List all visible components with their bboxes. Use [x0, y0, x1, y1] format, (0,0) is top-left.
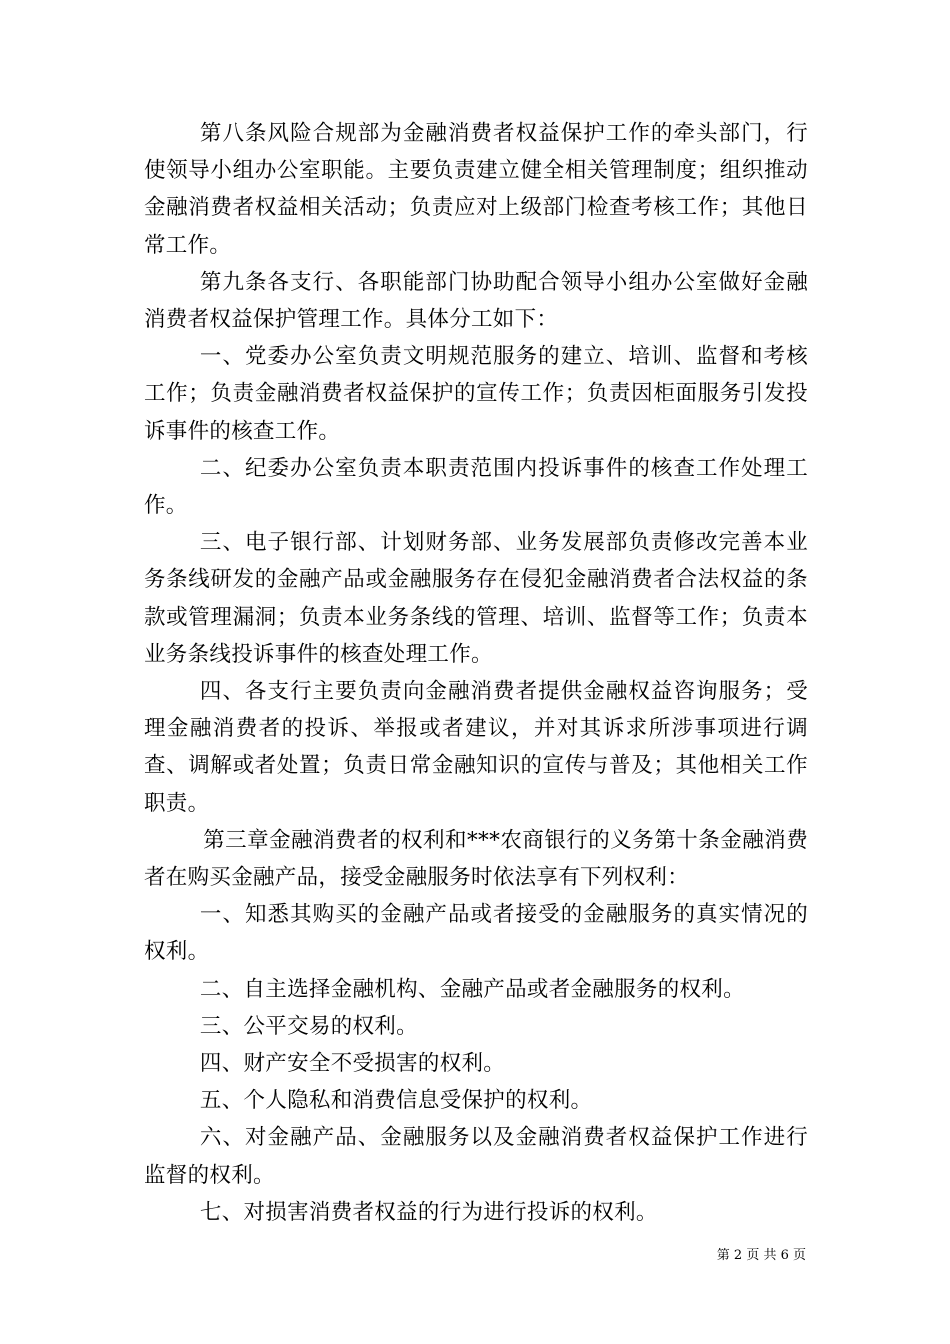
paragraph-item-1: 一、党委办公室负责文明规范服务的建立、培训、监督和考核工作；负责金融消费者权益保护的宣传工作；负责因柜面服务引发投诉事件的核查工作。: [144, 344, 808, 444]
paragraph-article-8: 第八条风险合规部为金融消费者权益保护工作的牵头部门，行使领导小组办公室职能。主要负责建立健全相关管理制度；组织推动金融消费者权益相关活动；负责应对上级部门检查考核工作；其他日常工作。: [144, 121, 808, 258]
document-body: [144, 115, 808, 1231]
paragraph-right-1: 一、知悉其购买的金融产品或者接受的金融服务的真实情况的权利。: [144, 902, 808, 965]
paragraph-right-2: 二、自主选择金融机构、金融产品或者金融服务的权利。: [199, 976, 745, 1002]
page-number: 第 2 页 共 6 页: [716, 1248, 806, 1263]
paragraph-item-4: 四、各支行主要负责向金融消费者提供金融权益咨询服务；受理金融消费者的投诉、举报或者建议，并对其诉求所涉事项进行调查、调解或者处置；负责日常金融知识的宣传与普及；其他相关工作职责。: [144, 679, 808, 816]
paragraph-right-3: 三、公平交易的权利。: [199, 1013, 418, 1039]
paragraph-article-9: 第九条各支行、各职能部门协助配合领导小组办公室做好金融消费者权益保护管理工作。具体分工如下：: [144, 269, 808, 333]
paragraph-right-4: 四、财产安全不受损害的权利。: [199, 1051, 506, 1077]
paragraph-right-7: 七、对损害消费者权益的行为进行投诉的权利。: [199, 1199, 658, 1225]
paragraph-right-5: 五、个人隐私和消费信息受保护的权利。: [199, 1088, 593, 1114]
paragraph-chapter-3: 第三章金融消费者的权利和***农商银行的义务第十条金融消费者在购买金融产品，接受金融服务时依法享有下列权利：: [144, 827, 808, 891]
paragraph-item-3: 三、电子银行部、计划财务部、业务发展部负责修改完善本业务条线研发的金融产品或金融服务存在侵犯金融消费者合法权益的条款或管理漏洞；负责本业务条线的管理、培训、监督等工作；负责本业务条线投诉事件的核查处理工作。: [144, 530, 808, 667]
paragraph-item-2: 二、纪委办公室负责本职责范围内投诉事件的核查工作处理工作。: [144, 455, 808, 519]
paragraph-right-6: 六、对金融产品、金融服务以及金融消费者权益保护工作进行监督的权利。: [144, 1125, 808, 1188]
